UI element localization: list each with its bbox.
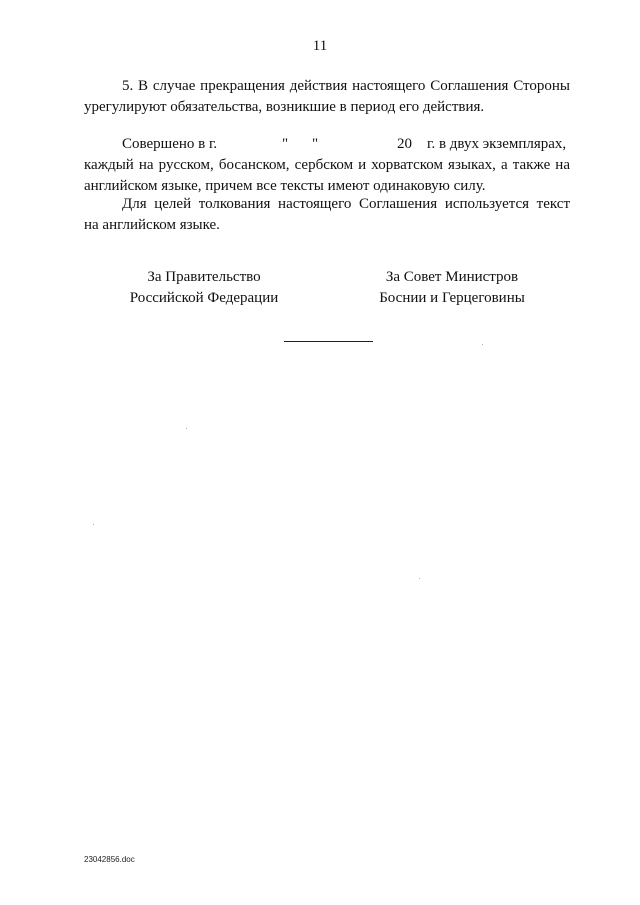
execution-quote-close: " [312,136,319,152]
signatory-right-line-1: За Совет Министров [385,269,519,285]
execution-paragraph [84,134,570,197]
execution-copies-text: г. в двух экземплярах, [427,136,567,152]
page-number: 11 [312,38,328,54]
scan-speck [419,578,420,579]
signatory-right [352,267,552,309]
signatory-right-line-2: Боснии и Герцеговины [379,290,525,306]
interpretation-line-1: Для целей толкования настоящего Соглашения используется текст [122,196,570,212]
signatory-left [104,267,304,309]
scan-speck [93,524,94,525]
execution-date-line [84,134,570,155]
clause-5-line-2: урегулируют обязательства, возникшие в период его действия. [84,99,485,115]
signatory-left-line-1: За Правительство [147,269,261,285]
execution-done-in: Совершено в г. [122,136,218,152]
clause-5-line-1: 5. В случае прекращения действия настоящего Соглашения Стороны [122,78,570,94]
signature-divider [284,341,373,342]
execution-line-2: каждый на русском, босанском, сербском и хорватском языках, а также на [84,157,570,173]
clause-5-paragraph [84,76,570,118]
interpretation-line-2: на английском языке. [84,217,220,233]
interpretation-paragraph [84,194,570,236]
execution-year-prefix: 20 [397,136,412,152]
footer-file-name: 23042856.doc [84,855,135,864]
execution-quote-open: " [282,136,289,152]
signatory-left-line-2: Российской Федерации [129,290,279,306]
scan-speck [482,344,483,345]
execution-line-3: английском языке, причем все тексты имеют одинаковую силу. [84,178,486,194]
scan-speck [186,428,187,429]
